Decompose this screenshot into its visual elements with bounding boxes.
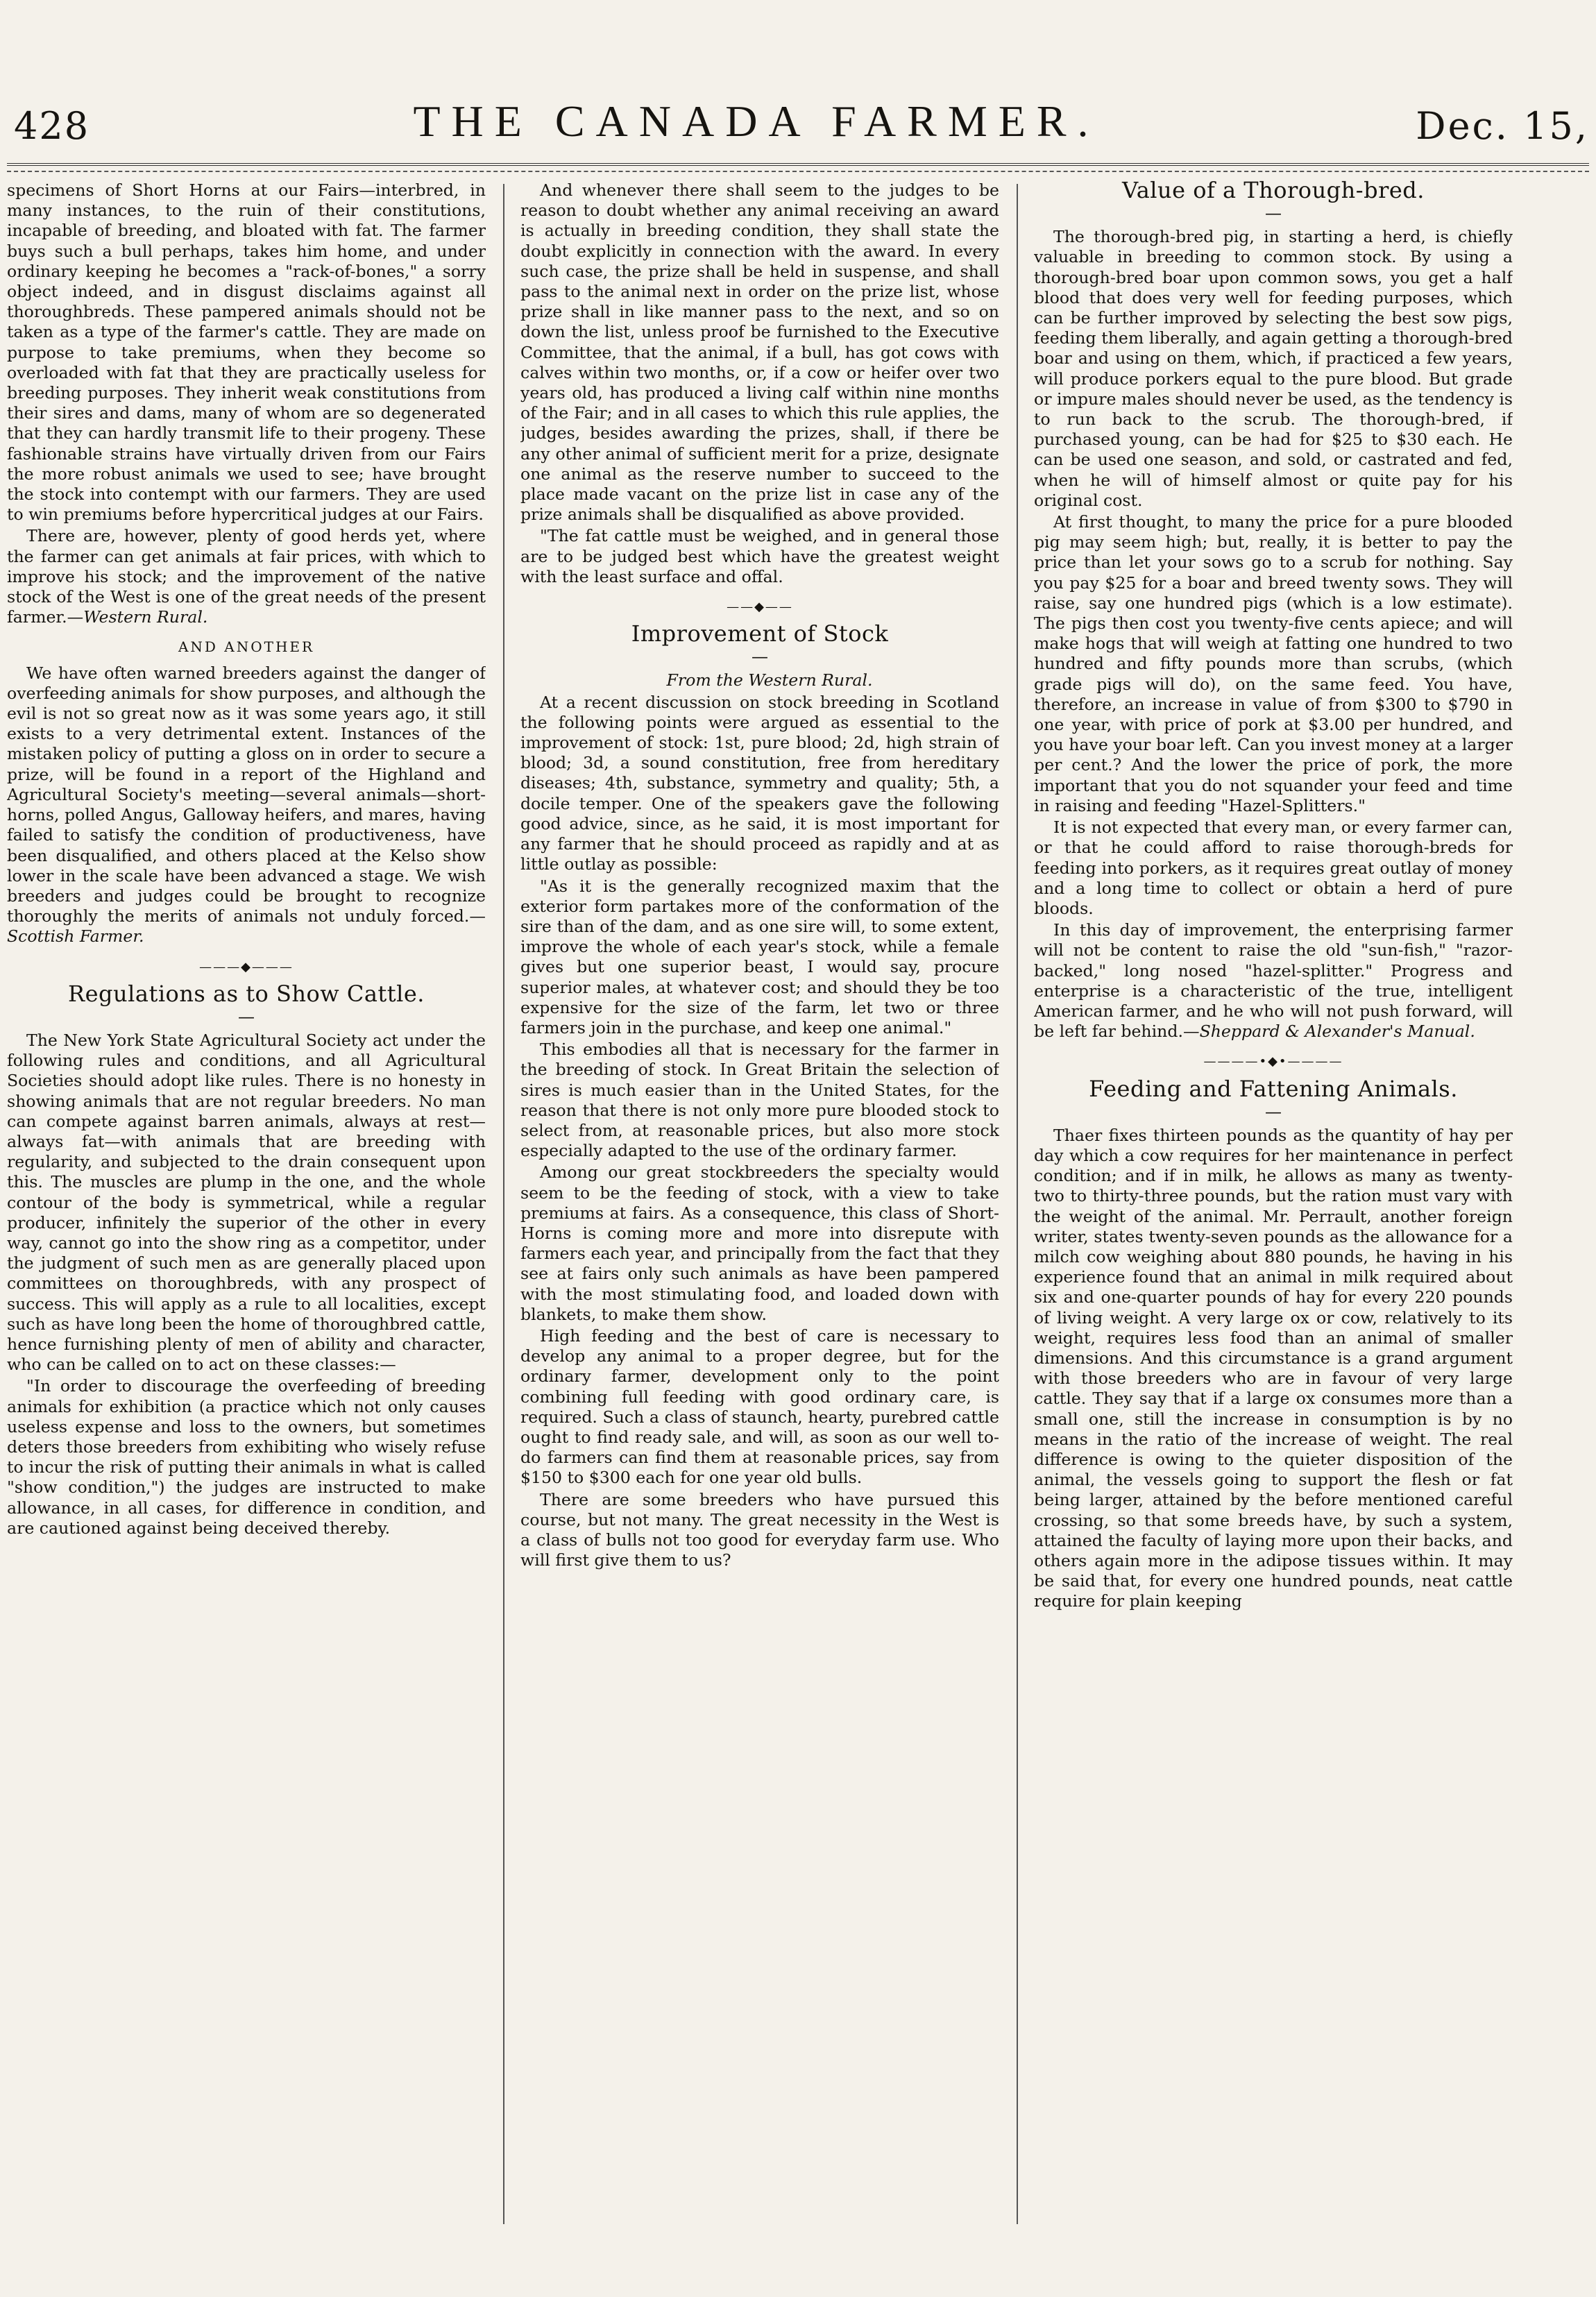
page-number: 428 xyxy=(14,104,90,148)
headline-value-of-thorough-bred: Value of a Thorough-bred. xyxy=(1122,180,1425,203)
headline-feeding-and-fattening: Feeding and Fattening Animals. xyxy=(1089,1075,1458,1102)
header-rule-dashed xyxy=(7,171,1589,172)
article-paragraph xyxy=(7,663,486,947)
column-2 xyxy=(520,180,999,2228)
article-paragraph: specimens of Short Horns at our Fairs—interbred, in many instances, to the ruin of their constitutions, incapable of breeding, and bloated with fat. The farmer buys such a bull perhaps, takes him home, and under ordinary keeping he becomes a "rack-of-bones," a sorry object indeed, and in disgust disclaims against all thoroughbreds. These pampered animals should not be taken as a type of the farmer's cattle. They are made on purpose to take premiums, when they become so overloaded with fat that they are practically useless for breeding purposes. They inherit weak constitutions from their sires and dams, many of whom are so degenerated that they can hardly transmit life to their progeny. These fashionable strains have virtually driven from our Fairs the more robust animals we used to see; have brought the stock into contempt with our farmers. They are used to win premiums before hypercritical judges at our Fairs. xyxy=(7,180,486,525)
column-separator xyxy=(503,184,504,2224)
article-paragraph: "The fat cattle must be weighed, and in general those are to be judged best which have the greatest weight with the least surface and offal. xyxy=(520,526,999,586)
article-paragraph: High feeding and the best of care is necessary to develop any animal to a proper degree, but for the ordinary farmer, development only to the point combining full feeding with good ordinary care, is required. Such a class of staunch, hearty, purebred cattle ought to find ready sale, and will, as soon as our well to-do farmers can find them at reasonable prices, say from $150 to $300 each for one year old bulls. xyxy=(520,1325,999,1488)
journal-title: THE CANADA FARMER. xyxy=(413,96,1100,146)
article-paragraph: "In order to discourage the overfeeding of breeding animals for exhibition (a practice which not only causes useless expense and loss to the owners, but sometimes deters those breeders from exhibiting who wisely refuse to incur the risk of putting their animals in what is called "show condition,") the judges are instructed to make allowance, in all cases, for difference in condition, and are cautioned against being deceived thereby. xyxy=(7,1376,486,1538)
article-paragraph: At a recent discussion on stock breeding in Scotland the following points were argued as essential to the improvement of stock: 1st, pure blood; 2d, high strain of blood; 3d, a sound constitution, free from hereditary diseases; 4th, substance, symmetry and quality; 5th, a docile temper. One of the speakers gave the following good advice, since, as he said, it is most important for any farmer that he should proceed as rapidly and at as little outlay as possible: xyxy=(520,692,999,874)
article-paragraph: The thorough-bred pig, in starting a herd, is chiefly valuable in breeding to common stock. By using a thorough-bred boar upon common sows, you get a half blood that does very well for feeding purposes, which can be further improved by selecting the best sow pigs, feeding them liberally, and again getting a thorough-bred boar and using on them, which, if practiced a few years, will produce porkers equal to the pure blood. But grade or impure males should never be used, as the tendency is to run back to the scrub. The thorough-bred, if purchased young, can be had for $25 to $30 each. He can be used one season, and sold, or castrated and fed, when he will of himself almost or quite pay for his original cost. xyxy=(1034,227,1513,510)
headline-dash: — xyxy=(238,1006,255,1026)
headline-dash: — xyxy=(1265,1101,1282,1121)
section-ornament: ————•◆•———— xyxy=(1203,1054,1343,1069)
article-paragraph: Among our great stockbreeders the specialty would seem to be the feeding of stock, with a view to take premiums at fairs. As a consequence, this class of Short-Horns is coming more and more into disrepute with farmers each year, and principally from the fact that they see at fairs only such animals as have been pampered with the most stimulating food, and loaded down with blankets, to make them show. xyxy=(520,1162,999,1324)
header-rule xyxy=(7,163,1589,166)
headline-improvement-of-stock: Improvement of Stock xyxy=(631,620,889,647)
article-paragraph: Thaer fixes thirteen pounds as the quantity of hay per day which a cow requires for her maintenance in perfect condition; and if in milk, he allows as many as twenty-two to thirty-three pounds, but the ration must vary with the weight of the animal. Mr. Perrault, another foreign writer, states twenty-seven pounds as the allowance for a milch cow weighing about 880 pounds, he having in his experience found that an animal in milk required about six and one-quarter pounds of hay for every 220 pounds of living weight. A very large ox or cow, relatively to its weight, requires less food than an animal of smaller dimensions. And this circumstance is a grand argument with those breeders who are in favour of very large cattle. They say that if a large ox consumes more than a small one, still the increase in consumption is by no means in the ratio of the increase of weight. The real difference is owing to the quieter disposition of the animal, the vessels going to support the flesh or fat being larger, attained by the before mentioned careful crossing, so that some breeds have, by such a system, attained the faculty of laying more upon their backs, and others again more in the adipose tissues within. It may be said that, for every one hundred pounds, neat cattle require for plain keeping xyxy=(1034,1125,1513,1611)
article-paragraph: At first thought, to many the price for a pure blooded pig may seem high; but, really, it is better to pay the price than let your sows go to a scrub for nothing. Say you pay $25 for a boar and breed twenty sows. They will raise, say one hundred pigs (which is a low estimate). The pigs then cost you twenty-five cents apiece; and will make hogs that will weigh at fatting one hundred to two hundred and fifty pounds more than scrubs, (which grade pigs will do), on the same feed. You have, therefore, an increase in value of from $300 to $790 in one year, with price of pork at $3.00 per hundred, and you have your boar left. Can you invest money at a larger per cent.? And the lower the price of pork, the more important that you do not squander your feed and time in raising and feeding "Hazel-Splitters." xyxy=(1034,512,1513,815)
paragraph-text: We have often warned breeders against the danger of overfeeding animals for show purposes, and although the evil is not so great now as it was some years ago, it still exists to a very detrimental extent. Instances of the mistaken policy of putting a gloss on in order to secure a prize, will be found in a report of the Highland and Agricultural Society's meeting—several animals—short-horns, polled Angus, Galloway heifers, and mares, having failed to satisfy the condition of productiveness, have been disqualified, and others placed at the Kelso show lower in the scale have been advanced a stage. We wish breeders and judges could be brought to recognize thoroughly the merits of animals not unduly forced.— xyxy=(7,663,486,926)
source-signature: Scottish Farmer. xyxy=(7,926,144,947)
source-signature: Western Rural. xyxy=(83,607,208,627)
issue-date: Dec. 15, xyxy=(1416,104,1589,148)
article-paragraph: The New York State Agricultural Society act under the following rules and conditions, and all Agricultural Societies should adopt like rules. There is no honesty in showing animals that are not regular breeders. No man can compete against barren animals, always at rest—always fat—with animals that are breeding with regularity, and subjected to the drain consequent upon this. The muscles are plump in the one, and the whole contour of the body is symmetrical, while a regular producer, infinitely the superior of the other in every way, cannot go into the show ring as a competitor, under the judgment of such men as are generally placed upon committees on thoroughbreds, with any prospect of success. This will apply as a rule to all localities, except such as have long been the home of thoroughbred cattle, hence furnishing plenty of men of ability and character, who can be called on to act on these classes:— xyxy=(7,1030,486,1375)
article-paragraph xyxy=(7,526,486,627)
section-ornament: ———◆——— xyxy=(199,959,294,974)
paragraph-text: There are, however, plenty of good herds yet, where the farmer can get animals at fair prices, with which to improve his stock; and the improvement of the native stock of the West is one of the great needs of the present farmer.— xyxy=(7,526,486,627)
article-paragraph xyxy=(1034,920,1513,1042)
column-3 xyxy=(1034,180,1513,2228)
headline-regulations: Regulations as to Show Cattle. xyxy=(68,980,425,1007)
headline-dash: — xyxy=(752,647,768,667)
subheading-and-another: AND ANOTHER xyxy=(178,638,315,656)
source-signature: Sheppard & Alexander's Manual. xyxy=(1199,1022,1475,1042)
article-paragraph: There are some breeders who have pursued this course, but not many. The great necessity in the West is a class of bulls not too good for everyday farm use. Who will first give them to us? xyxy=(520,1489,999,1570)
article-paragraph: It is not expected that every man, or every farmer can, or that he could afford to raise thorough-breds for feeding into porkers, as it requires great outlay of money and a long time to collect or obtain a herd of pure bloods. xyxy=(1034,817,1513,918)
column-1 xyxy=(7,180,486,2228)
column-separator xyxy=(1017,184,1018,2224)
section-ornament: ——◆—— xyxy=(727,600,793,615)
article-paragraph: And whenever there shall seem to the judges to be reason to doubt whether any animal receiving an award is actually in breeding condition, they shall state the doubt explicitly in connection with the award. In every such case, the prize shall be held in suspense, and shall pass to the animal next in order on the prize list, whose prize shall in like manner pass to the next, and so on down the list, unless proof be furnished to the Executive Committee, that the animal, if a bull, has got cows with calves within two months, or, if a cow or heifer over two years old, has produced a living calf within nine months of the Fair; and in all cases to which this rule applies, the judges, besides awarding the prizes, shall, if there be any other animal of sufficient merit for a prize, designate one animal as the reserve number to succeed to the place made vacant on the prize list in case any of the prize animals shall be disqualified as above provided. xyxy=(520,180,999,525)
article-paragraph: "As it is the generally recognized maxim that the exterior form partakes more of the conformation of the sire than of the dam, and as one sire will, to some extent, improve the whole of each year's stock, while a female gives but one superior beast, I would say, procure superior males, at whatever cost; and should they be too expensive for the size of the farm, let two or three farmers join in the purchase, and keep one animal." xyxy=(520,876,999,1037)
headline-dash: — xyxy=(1265,203,1282,223)
article-paragraph: This embodies all that is necessary for the farmer in the breeding of stock. In Great Britain the selection of sires is much easier than in the United States, for the reason that there is not only more pure blooded stock to select from, at reasonable prices, but also more stock especially adapted to the use of the ordinary farmer. xyxy=(520,1040,999,1161)
article-source: From the Western Rural. xyxy=(666,670,873,690)
paragraph-text: In this day of improvement, the enterprising farmer will not be content to raise the old "sun-fish," "razor-backed," long nosed "hazel-splitter." Progress and enterprise is a characteristic of the true, intelligent American farmer, and he who will not push forward, will be left far behind.— xyxy=(1034,920,1513,1042)
